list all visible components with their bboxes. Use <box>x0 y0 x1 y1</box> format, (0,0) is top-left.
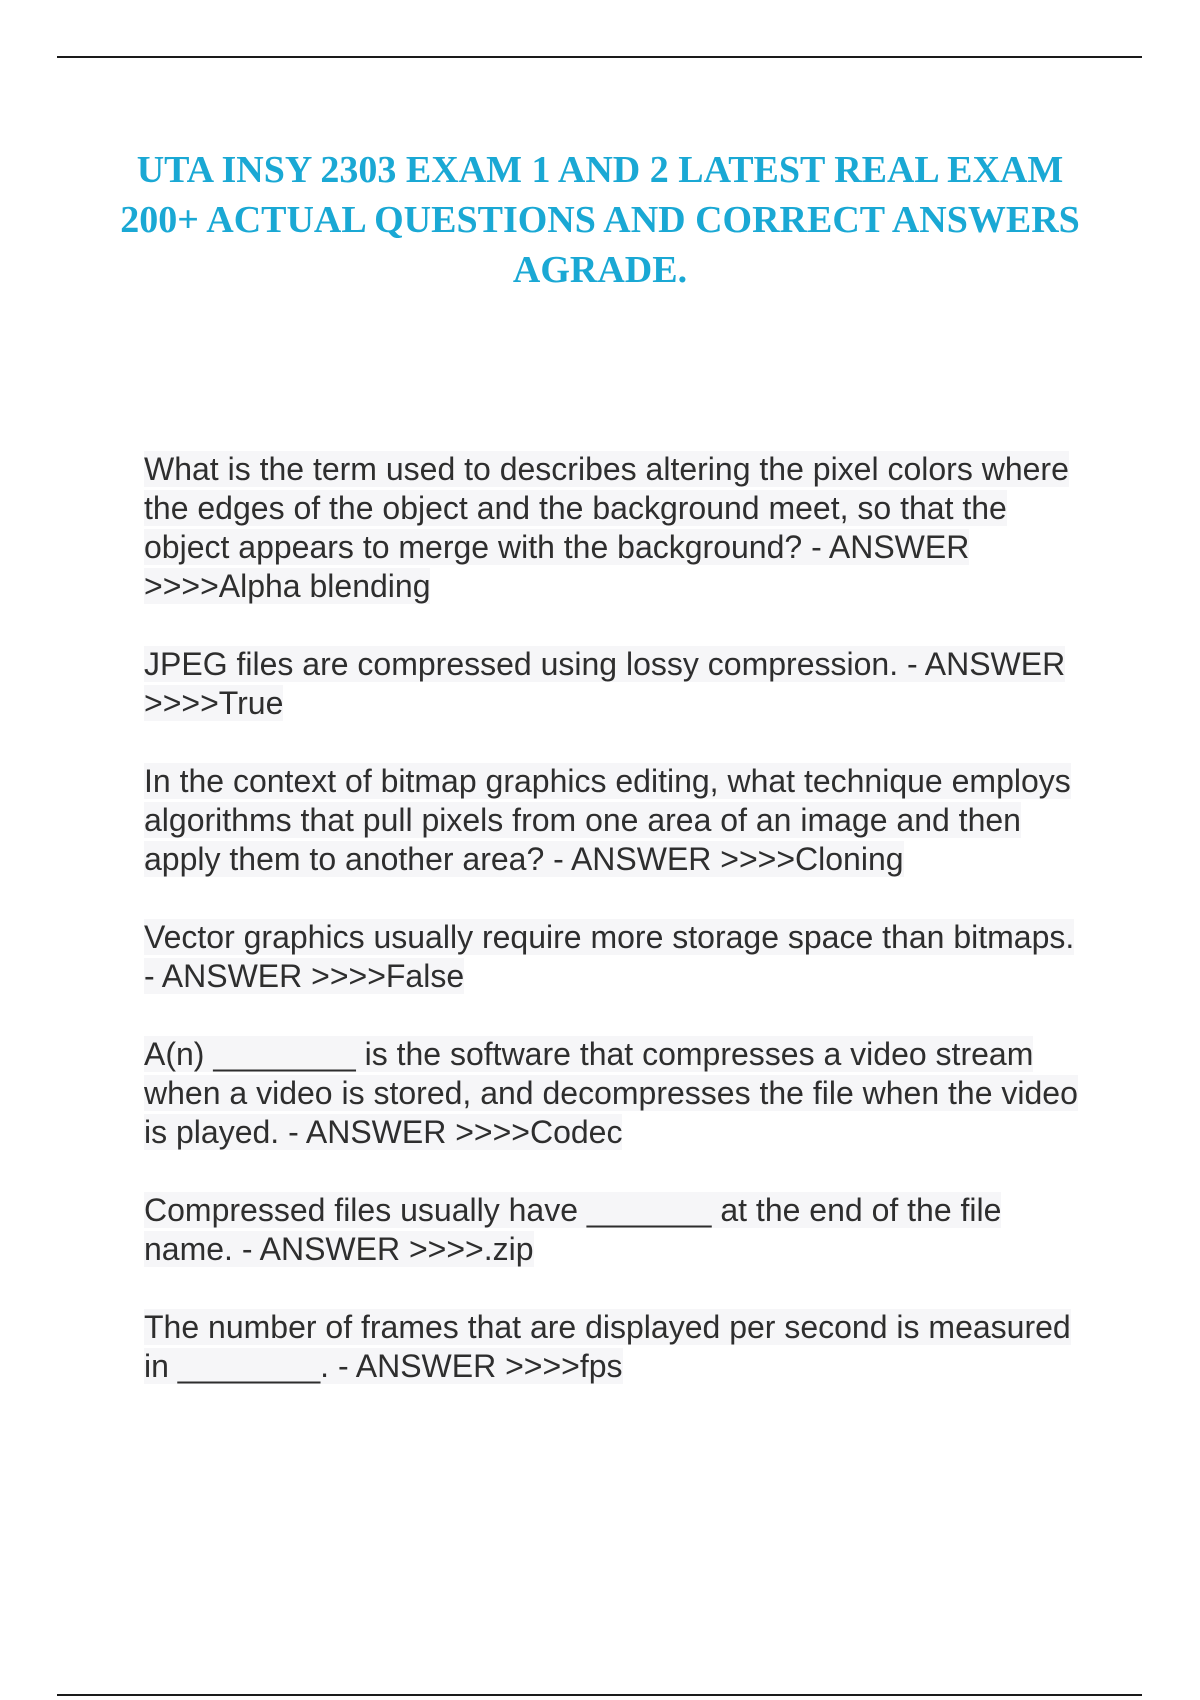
question-item <box>144 645 1084 723</box>
top-rule <box>57 56 1142 58</box>
question-text: Compressed files usually have _______ at the end of the file name. - ANSWER >>>>.zip <box>144 1192 1002 1267</box>
question-item <box>144 918 1084 996</box>
question-text: Vector graphics usually require more storage space than bitmaps. - ANSWER >>>>False <box>144 919 1075 994</box>
question-text: In the context of bitmap graphics editing, what technique employs algorithms that pull pixels from one area of an image and then apply them to another area? - ANSWER >>>>Cloning <box>144 763 1071 877</box>
question-item <box>144 1308 1084 1386</box>
bottom-rule <box>57 1694 1142 1696</box>
question-item <box>144 762 1084 879</box>
question-text: A(n) ________ is the software that compresses a video stream when a video is stored, and decompresses the file when the video is played. - ANSWER >>>>Codec <box>144 1036 1078 1150</box>
question-item <box>144 1035 1084 1152</box>
question-text: The number of frames that are displayed per second is measured in ________. - ANSWER >>>>fps <box>144 1309 1071 1384</box>
question-text: JPEG files are compressed using lossy compression. - ANSWER >>>>True <box>144 646 1066 721</box>
question-item <box>144 450 1084 606</box>
question-list <box>144 450 1084 1425</box>
question-item <box>144 1191 1084 1269</box>
document-title: UTA INSY 2303 EXAM 1 AND 2 LATEST REAL EXAM 200+ ACTUAL QUESTIONS AND CORRECT ANSWERS AGRADE. <box>120 149 1080 291</box>
question-text: What is the term used to describes altering the pixel colors where the edges of the object and the background meet, so that the object appears to merge with the background? - ANSWER >>>>Alpha blending <box>144 451 1069 604</box>
